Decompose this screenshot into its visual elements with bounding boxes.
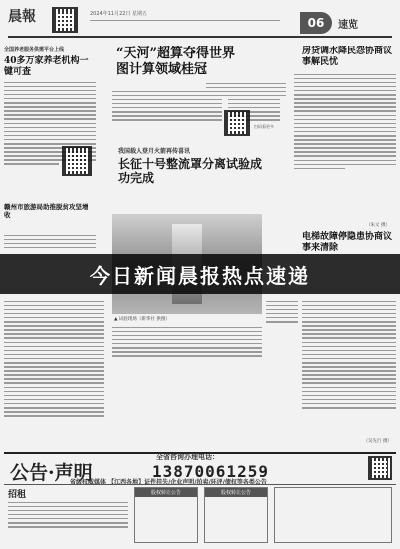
right-headline-bottom: 电梯故障停隐患协商议事来清除 [302,232,393,253]
left-headline: 40多万家养老机构一键可查 [4,56,89,77]
lower-middle-body [112,324,262,448]
middle-kicker: 我国载人登月火箭再传喜讯 [118,148,191,155]
section-name: 速览 [338,20,358,31]
top-story-side-body [206,83,286,97]
lower-middle-right-lines [266,301,298,323]
ad-box-1-header: 股权转让公告 [135,488,197,497]
left-article-2-body [4,232,96,251]
right-headline-top: 房贷调水降民怨协商议事解民忧 [302,46,393,67]
ad-qr-code-icon [368,456,392,480]
headline-banner [0,254,400,294]
top-story-headline: “天河”超算夺得世界图计算领域桂冠 [116,46,235,77]
masthead-date: 2024年11月22日 星期五 [90,11,148,17]
top-story-qr-code-icon [224,110,250,136]
top-story-qr-caption: 扫码看更多 [254,124,274,129]
right-article-body [294,74,396,170]
photo-caption: ▲ 试验现场（新华社 供图） [114,317,170,322]
lower-middle-right-body [266,298,298,358]
ad-box-2-header: 股权转让公告 [205,488,267,497]
left-kicker: 全国养老服务供需平台上线 [4,47,65,53]
top-story-side [206,80,286,150]
recruit-label: 招租 [8,490,27,500]
newspaper-logo: 晨報 [8,9,36,25]
lower-left-body [4,298,104,448]
ad-classifieds [4,484,396,546]
left-headline-2: 赣州市旅游局助推脱贫攻坚增收 [4,203,89,219]
lower-right-lines [302,301,396,409]
lower-right-body [302,298,396,448]
ad-phone-number[interactable]: 13870061259 [152,462,269,481]
right-top-credit: （朱文 摄） [366,223,390,228]
middle-headline: 长征十号整流罩分离试验成功完成 [118,157,263,186]
ad-box-2 [204,487,268,543]
ad-subline: 省级权威媒体 【江西各地】证件挂失/企业声明/拍卖/环评/债权等各类公告 [70,479,267,486]
recruit-body [8,499,128,530]
ad-tel-label: 全省咨询办理电话： [156,453,219,461]
masthead-rule [90,20,280,21]
ad-box-1 [134,487,198,543]
section-number: 06 [300,12,332,34]
lower-left-lines [4,301,104,417]
lower-middle-lines [112,327,262,357]
left-column [4,46,96,254]
ad-title: 公告·声明 [10,462,93,484]
right-bottom-credit: （吴先行 摄） [363,439,392,444]
left-qr-code-icon [62,146,92,176]
right-column [294,46,396,254]
masthead-qr-code-icon [52,7,78,33]
banner-text: 今日新闻晨报热点速递 [90,263,310,288]
ad-box-3 [274,487,392,543]
masthead [8,4,392,38]
